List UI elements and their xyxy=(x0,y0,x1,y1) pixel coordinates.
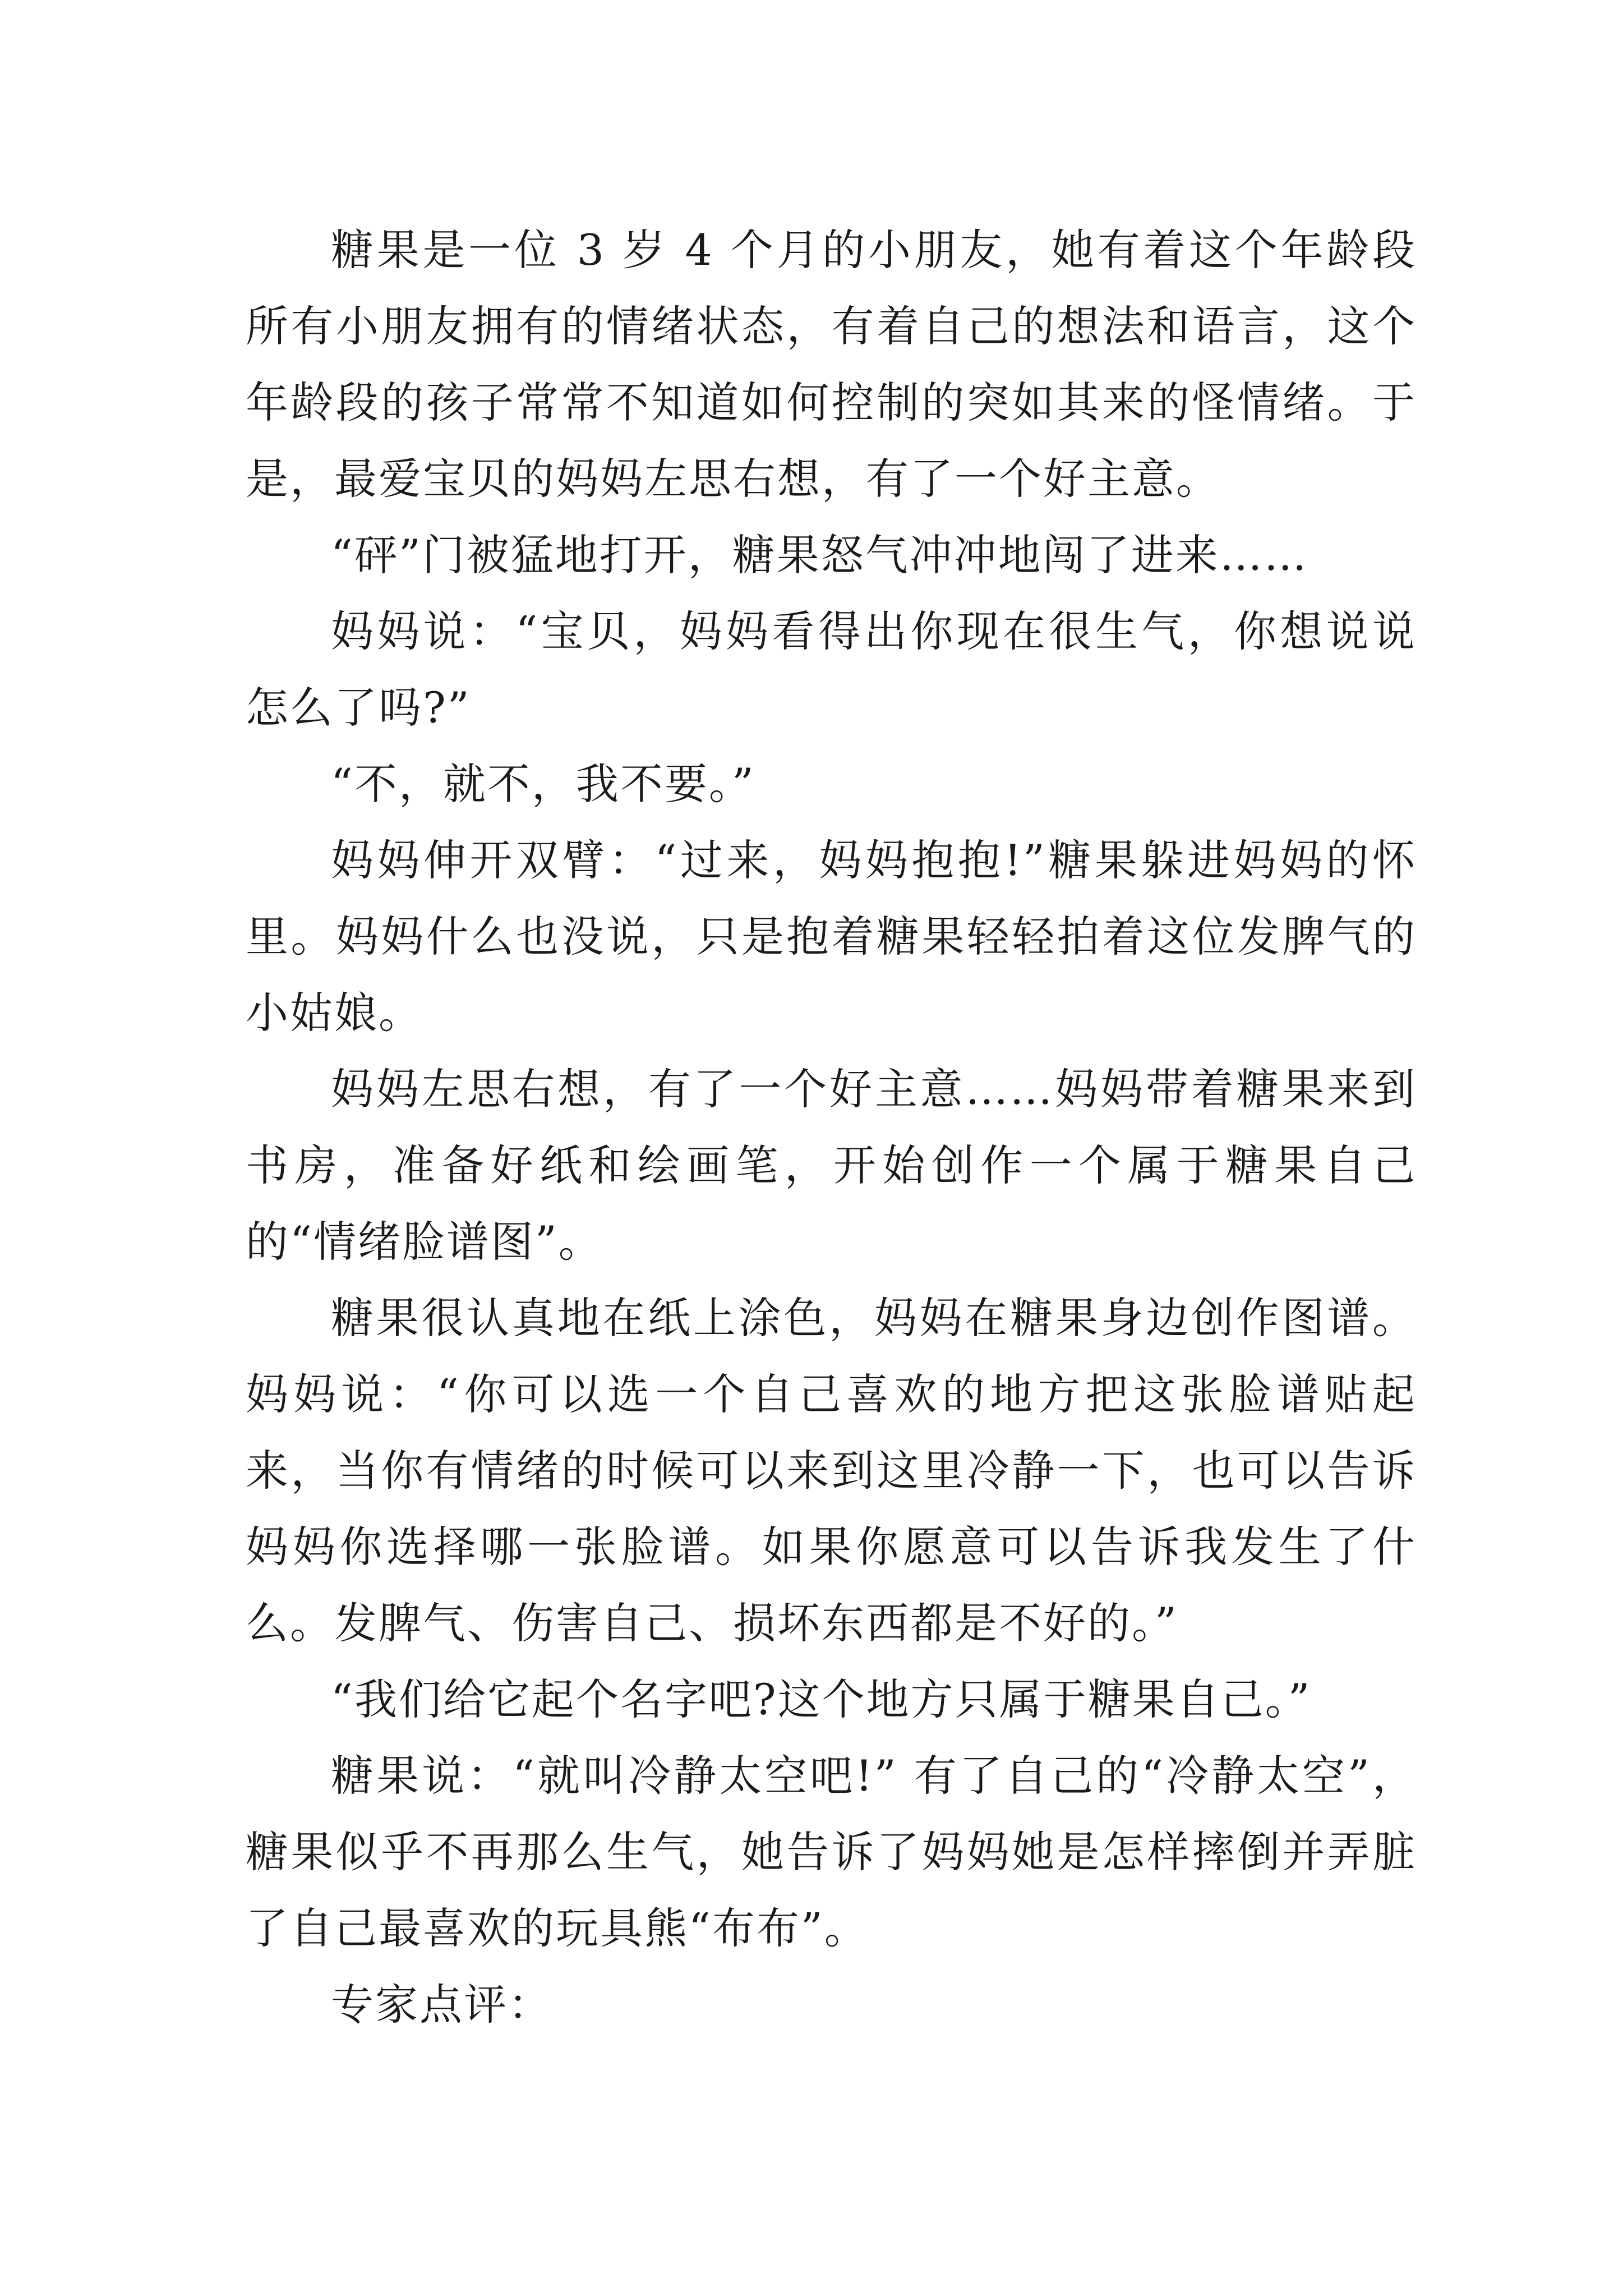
paragraph-intro: 糖果是一位 3 岁 4 个月的小朋友，她有着这个年龄段所有小朋友拥有的情绪状态，有着自己的想法和语言，这个年龄段的孩子常常不知道如何控制的突如其来的怪情绪。于是，最爱宝贝的妈妈左思右想，有了一个好主意。 xyxy=(246,225,1417,504)
paragraph-study-room: 妈妈左思右想，有了一个好主意……妈妈带着糖果来到书房，准备好纸和绘画笔，开始创作一个属于糖果自己的“情绪脸谱图”。 xyxy=(246,1064,1417,1267)
paragraph-mom-asks: 妈妈说：“宝贝，妈妈看得出你现在很生气，你想说说怎么了吗?” xyxy=(246,606,1417,733)
paragraph-coloring: 糖果很认真地在纸上涂色，妈妈在糖果身边创作图谱。妈妈说：“你可以选一个自己喜欢的地方把这张脸谱贴起来，当你有情绪的时候可以来到这里冷静一下，也可以告诉妈妈你选择哪一张脸谱。如果你愿意可以告诉我发生了什么。发脾气、伤害自己、损坏东西都是不好的。” xyxy=(246,1293,1417,1648)
paragraph-expert-comment: 专家点评： xyxy=(331,1980,552,2030)
paragraph-refusal: “不，就不，我不要。” xyxy=(331,759,755,809)
paragraph-calm-space: 糖果说：“就叫冷静太空吧!” 有了自己的“冷静太空”，糖果似乎不再那么生气，她告诉了妈妈她是怎样摔倒并弄脏了自己最喜欢的玩具熊“布布”。 xyxy=(246,1751,1417,1953)
paragraph-door-opens: “砰”门被猛地打开，糖果怒气冲冲地闯了进来…… xyxy=(331,530,1308,580)
paragraph-hug: 妈妈伸开双臂：“过来，妈妈抱抱!”糖果躲进妈妈的怀里。妈妈什么也没说，只是抱着糖果轻轻拍着这位发脾气的小姑娘。 xyxy=(246,835,1417,1038)
paragraph-naming: “我们给它起个名字吧?这个地方只属于糖果自己。” xyxy=(331,1674,1312,1724)
document-body xyxy=(246,212,1417,2043)
